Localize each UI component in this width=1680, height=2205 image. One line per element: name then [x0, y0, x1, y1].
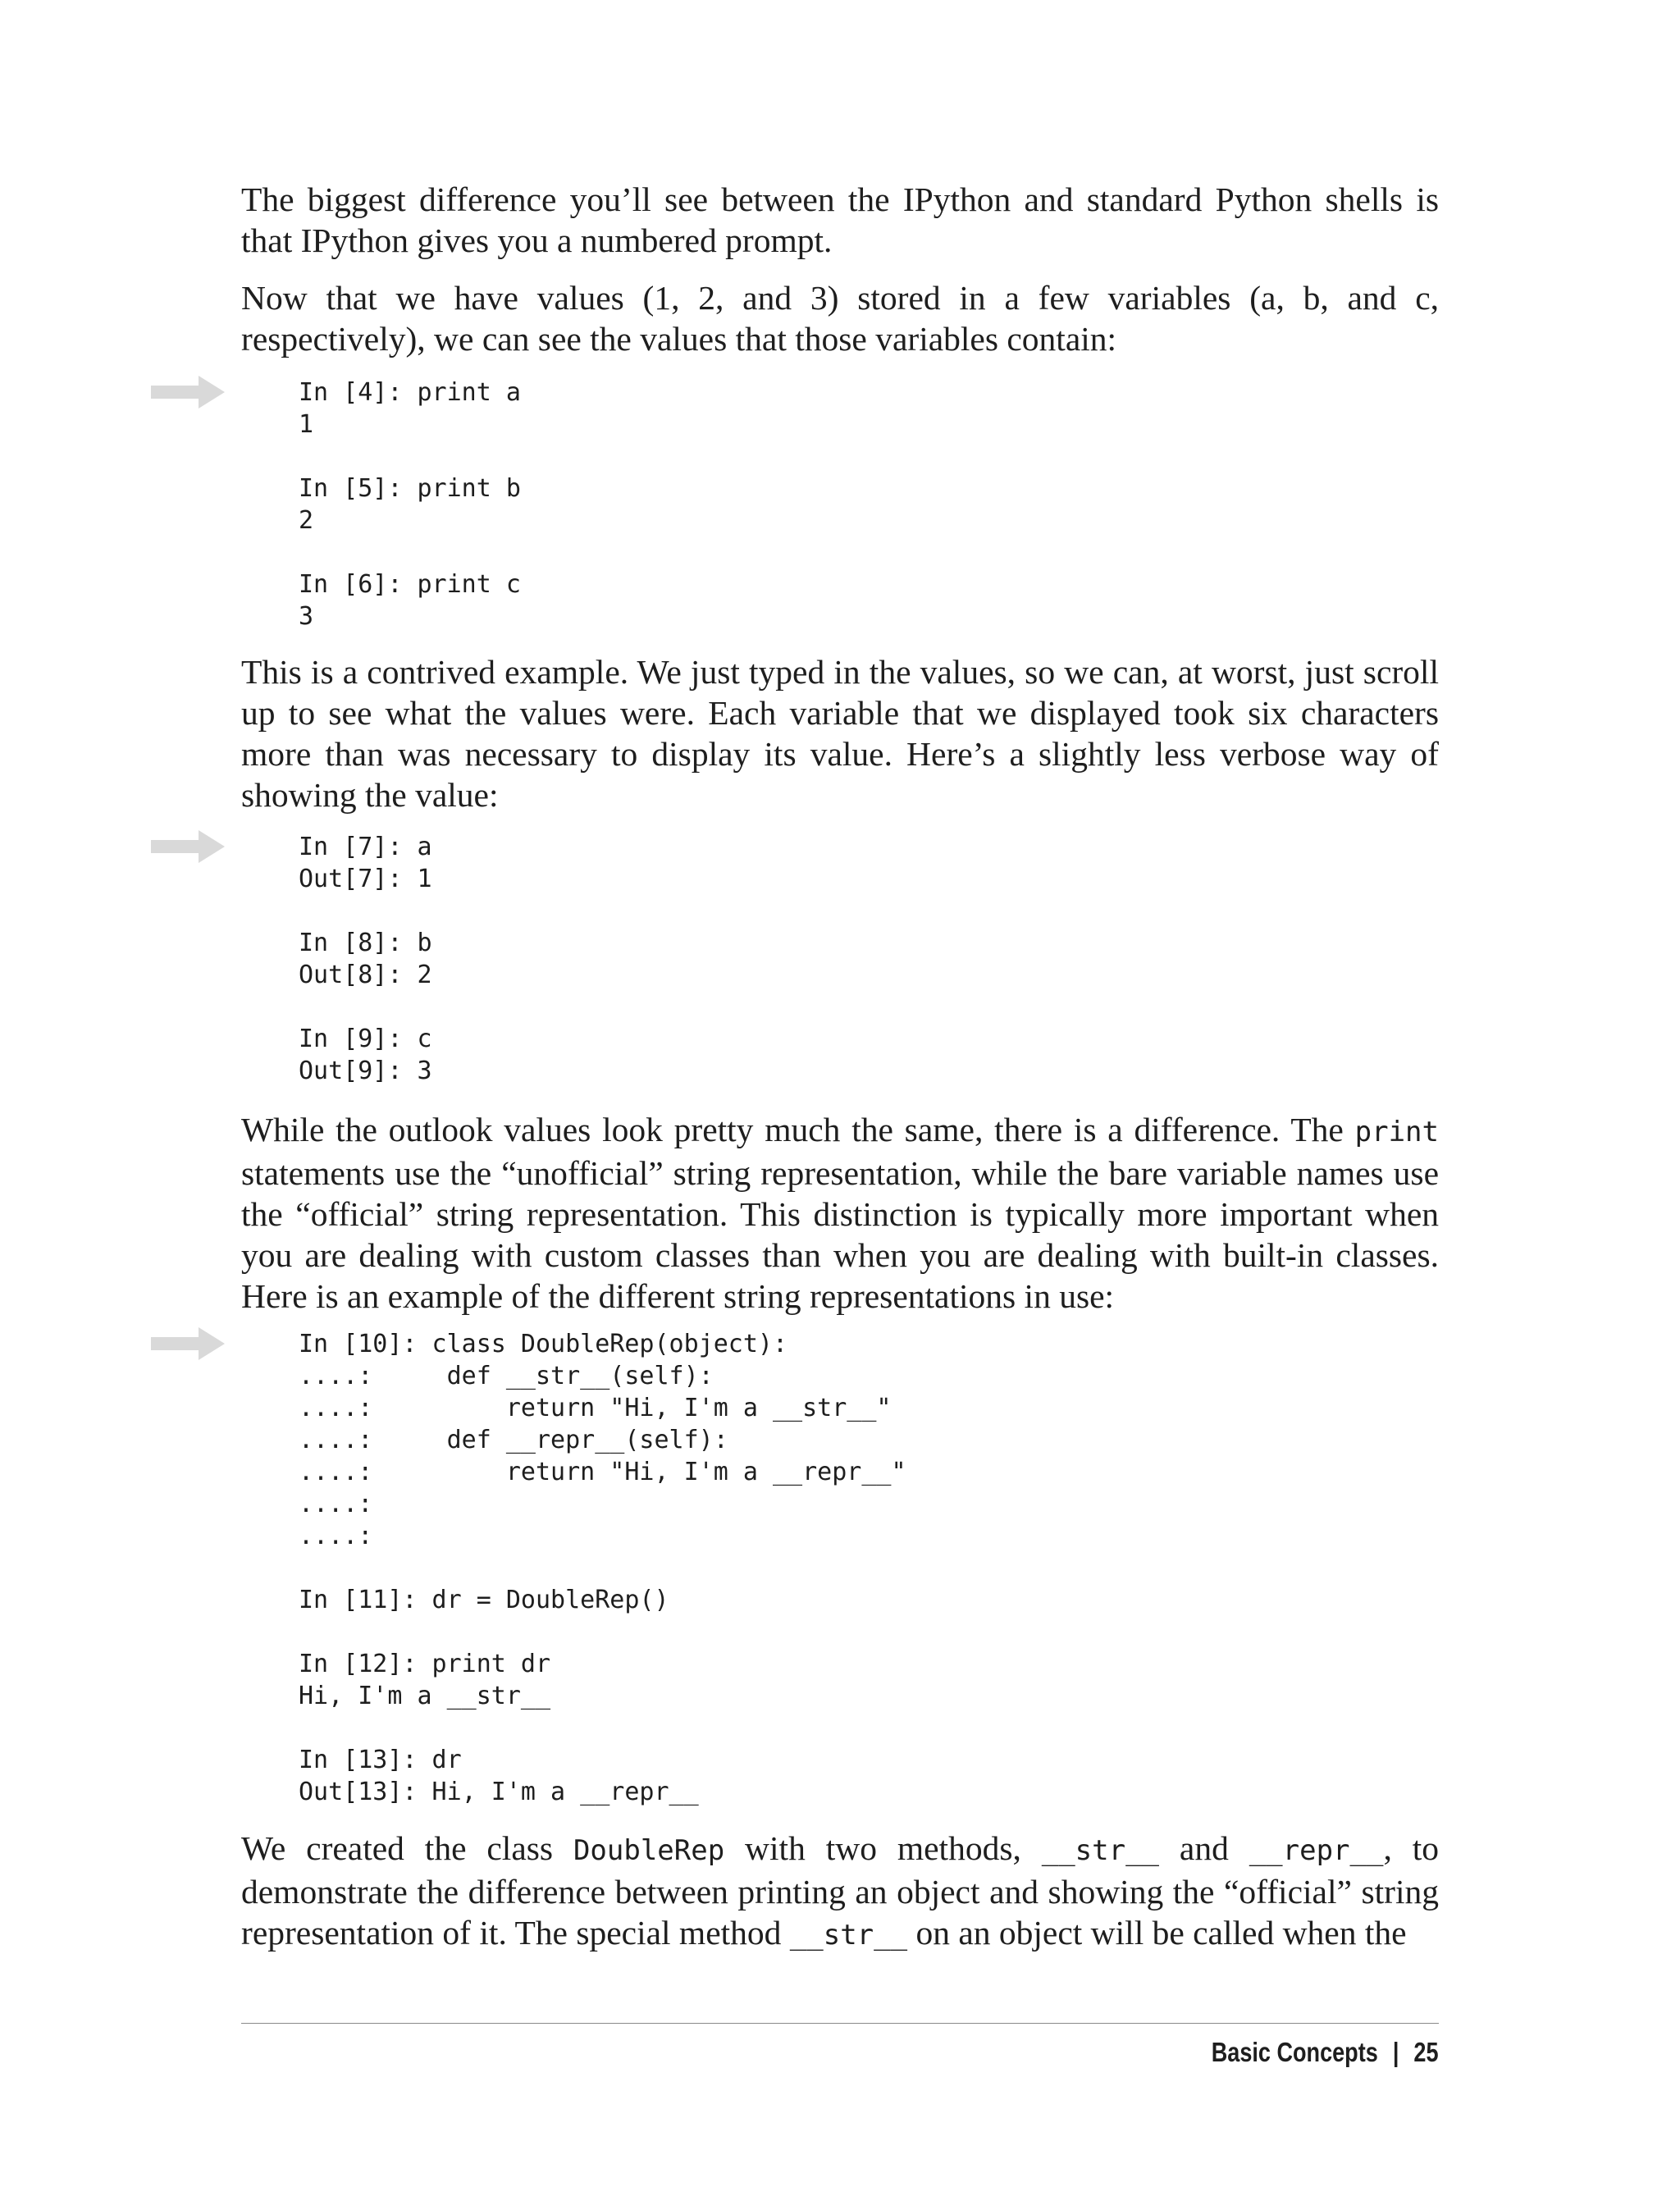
example-arrow-icon	[151, 830, 225, 863]
paragraph-5-text-b: with two methods,	[724, 1829, 1042, 1867]
paragraph-values-intro	[241, 277, 1439, 359]
paragraph-5-text-e: on an object will be called when the	[907, 1914, 1407, 1952]
paragraph-contrived-example	[241, 651, 1439, 815]
paragraph-5-text-c: and	[1159, 1829, 1249, 1867]
paragraph-5	[241, 1828, 1439, 1956]
paragraph-doublerep-explanation	[241, 1828, 1439, 1956]
inline-code-doublerep: DoubleRep	[573, 1834, 725, 1867]
paragraph-string-representations	[241, 1109, 1439, 1317]
paragraph-4-text-b: statements use the “unofficial” string representation, while the bare variable names use the “official” string representation. This distinction is typically more important when you are dealing with custom classes than when you are dealing with built-in classes. Here is an example of the different string representations in use:	[241, 1154, 1439, 1315]
code-block-print: In [4]: print a 1 In [5]: print b 2 In [6]: print c 3	[299, 378, 521, 631]
paragraph-4-text-a: While the outlook values look pretty much the same, there is a difference. The	[241, 1111, 1355, 1148]
inline-code-str-2: __str__	[789, 1919, 908, 1952]
page-footer	[1212, 2036, 1439, 2069]
inline-code-str: __str__	[1041, 1834, 1160, 1867]
footer-rule	[241, 2023, 1439, 2024]
paragraph-3: This is a contrived example. We just typed in the values, so we can, at worst, just scroll up to see what the values were. Each variable that we displayed took six characters more than was necessary to display its value. Here’s a slightly less verbose way of showing the value:	[241, 653, 1439, 814]
code-block-bare-values: In [7]: a Out[7]: 1 In [8]: b Out[8]: 2 In [9]: c Out[9]: 3	[299, 833, 432, 1085]
paragraph-numbered-prompt	[241, 179, 1439, 261]
paragraph-2: Now that we have values (1, 2, and 3) stored in a few variables (a, b, and c, respectively), we can see the values that those variables contain:	[241, 279, 1439, 358]
inline-code-repr: __repr__	[1249, 1834, 1384, 1867]
paragraph-4	[241, 1109, 1439, 1317]
inline-code-print: print	[1354, 1116, 1439, 1148]
example-arrow-icon	[151, 376, 225, 409]
example-arrow-icon	[151, 1327, 225, 1360]
paragraph-5-text-d: , to demonstrate the difference between printing an object and showing the “official” string representation of it. The special method	[241, 1829, 1440, 1952]
paragraph-5-text-a: We created the class	[241, 1829, 573, 1867]
footer-separator: |	[1393, 2037, 1399, 2067]
page-number: 25	[1413, 2037, 1439, 2067]
code-block-doublerep: In [10]: class DoubleRep(object): ....: def __str__(self): ....: return "Hi, I'm a __str__" ....: def __repr__(self): ....: return "Hi, I'm a __repr__" ....: ....: In [11]: dr = DoubleRep() In [12]: print dr Hi, I'm a __str__ In [13]: dr Out[13]: Hi, I'm a __repr__	[299, 1330, 906, 1806]
paragraph-1: The biggest difference you’ll see between the IPython and standard Python shells is that IPython gives you a numbered prompt.	[241, 180, 1439, 259]
footer-section-title: Basic Concepts	[1212, 2037, 1379, 2067]
